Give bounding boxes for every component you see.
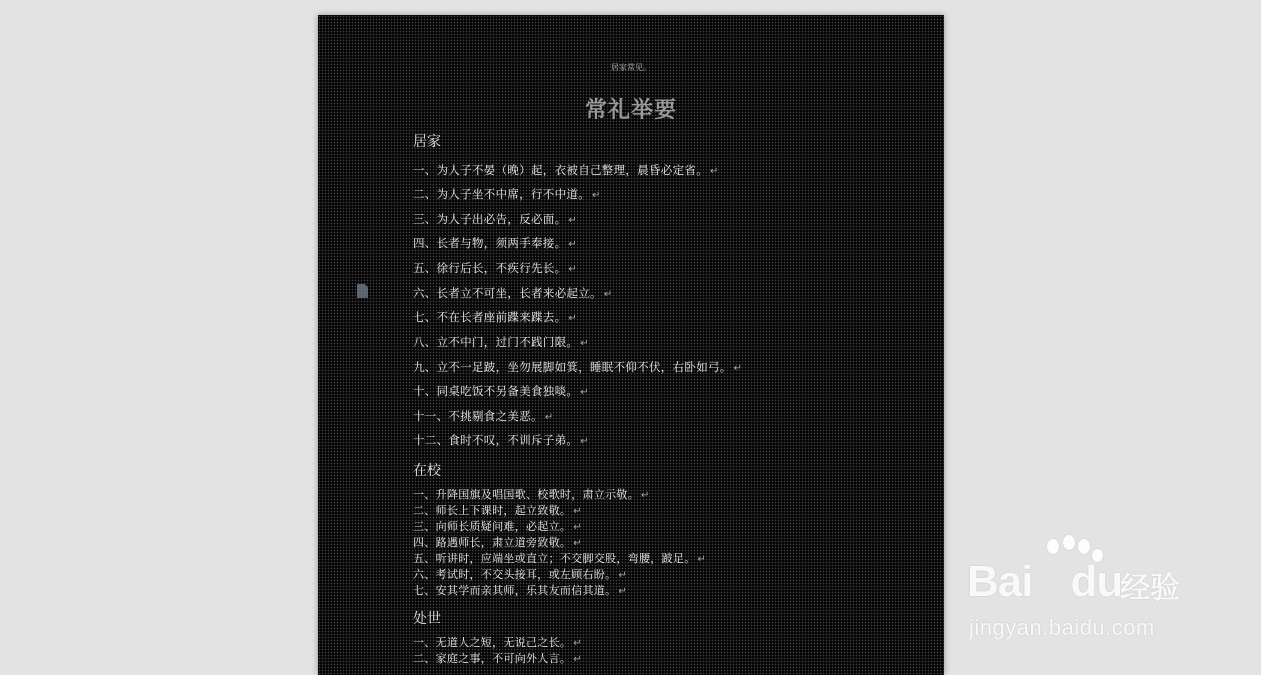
paragraph-mark-icon: ↵ [592,190,601,201]
list-item: 五、徐行后长，不疾行先长。 ↵ [413,261,578,275]
document-header: 居家常见。 [611,63,651,72]
paw-icon [1047,539,1059,554]
list-item: 五、听讲时，应端坐或直立；不交脚交股，弯腰，跛足。 ↵ [413,552,707,565]
paragraph-mark-icon: ↵ [573,506,582,517]
list-item: 六、长者立不可坐，长者来必起立。 ↵ [413,286,613,300]
paragraph-mark-icon: ↵ [568,239,578,250]
baidu-jingyan-watermark [962,535,1202,650]
list-item: 四、长者与物，须两手奉接。 ↵ [413,236,578,250]
paragraph-mark-icon: ↵ [697,554,707,565]
document-title: 常礼举要 [584,98,677,123]
list-item: 二、师长上下课时，起立致敬。 ↵ [413,504,582,517]
list-item: 十一、不挑剔食之美恶。 ↵ [413,409,554,423]
paragraph-mark-icon: ↵ [573,522,582,533]
paragraph-mark-icon: ↵ [618,586,628,597]
paragraph-mark-icon: ↵ [618,570,628,581]
list-item: 二、为人子坐不中席，行不中道。 ↵ [413,187,601,201]
list-item: 七、安其学而亲其师，乐其友而信其道。 ↵ [413,584,628,597]
paragraph-mark-icon: ↵ [568,264,578,275]
paragraph-mark-icon: ↵ [733,363,743,374]
paw-icon [1063,535,1075,550]
list-item: 八、立不中门，过门不践门限。 ↵ [413,335,589,349]
paragraph-mark-icon: ↵ [568,313,578,324]
list-item: 七、不在长者座前蹀来蹀去。 ↵ [413,310,578,324]
list-item: 二、家庭之事，不可向外人言。 ↵ [413,652,582,665]
paragraph-mark-icon: ↵ [710,166,719,177]
paragraph-mark-icon: ↵ [580,436,589,447]
list-item: 一、无道人之短，无说己之长。 ↵ [413,636,582,649]
paragraph-mark-icon: ↵ [580,387,589,398]
list-item: 一、为人子不晏（晚）起，衣被自己整理，晨昏必定省。 ↵ [413,163,719,177]
paw-icon [1078,539,1090,554]
list-item: 九、立不一足跛，坐勿展脚如箕，睡眠不仰不伏，右卧如弓。 ↵ [413,360,743,374]
list-item: 一、升降国旗及唱国歌、校歌时，肃立示敬。 ↵ [413,488,650,501]
document-page [318,15,944,675]
section-heading-home: 居家 [413,134,441,150]
paragraph-mark-icon: ↵ [641,490,650,501]
list-item: 四、路遇师长，肃立道旁致敬。 ↵ [413,536,582,549]
paragraph-mark-icon: ↵ [580,338,589,349]
jingyan-logo-text: 经验 [1120,572,1180,605]
list-item: 十、同桌吃饭不另备美食独啖。 ↵ [413,384,589,398]
paragraph-mark-icon: ↵ [573,638,582,649]
section-heading-school: 在校 [413,463,441,479]
document-margin-icon [357,284,368,298]
section-heading-society: 处世 [413,611,441,627]
watermark-url: jingyan.baidu.com [969,615,1155,640]
list-item: 六、考试时，不交头接耳，或左顾右盼。 ↵ [413,568,628,581]
paragraph-mark-icon: ↵ [573,654,582,665]
list-item: 十二、食时不叹，不训斥子弟。 ↵ [413,433,589,447]
list-item: 三、为人子出必告，反必面。 ↵ [413,212,578,226]
paragraph-mark-icon: ↵ [568,215,578,226]
list-item: 三、向师长质疑问难，必起立。 ↵ [413,520,582,533]
paragraph-mark-icon: ↵ [573,538,582,549]
paragraph-mark-icon: ↵ [544,412,554,423]
baidu-logo-text: Bai du [967,557,1123,606]
paragraph-mark-icon: ↵ [603,289,613,300]
